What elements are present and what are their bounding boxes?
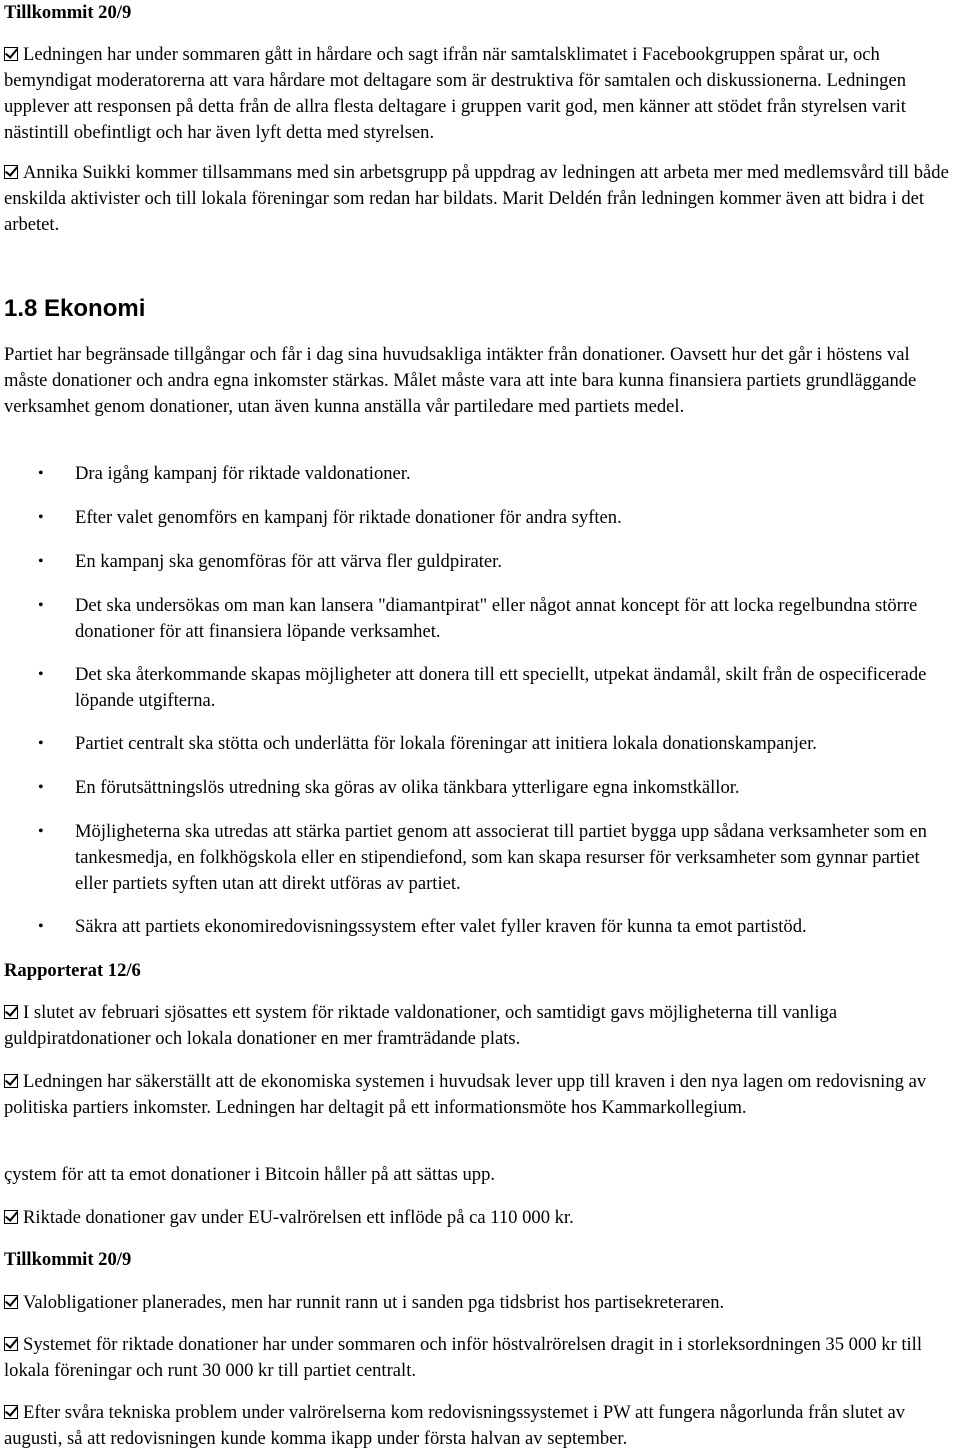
paragraph-text: Valobligationer planerades, men har runnit rann ut i sanden pga tidsbrist hos partisekreteraren. (23, 1292, 725, 1313)
paragraph-facebook-moderation (4, 42, 956, 146)
bullet-icon: • (38, 779, 44, 796)
list-item: • Det ska undersökas om man kan lansera "diamantpirat" eller något annat koncept för att locka regelbundna större donationer för att finansiera löpande verksamhet. (38, 595, 918, 642)
paragraph-redovisningssystem-pw (4, 1400, 956, 1452)
paragraph-bitcoin: çystem för att ta emot donationer i Bitcoin håller på att sättas upp. (4, 1164, 496, 1185)
paragraph-ekonomi-intro: Partiet har begränsade tillgångar och får i dag sina huvudsakliga intäkter från donationer. Oavsett hur det går i höstens val måste donationer och andra egna inkomster stärkas. Målet måste vara att inte bara kunna finansiera partiets grundläggande verksamhet genom donationer, utan även kunna anställa vår partiledare med partiets medel. (4, 344, 917, 417)
bullet-icon: • (38, 509, 44, 526)
checkbox-checked-icon (4, 47, 18, 61)
paragraph-valdonationer (4, 1000, 956, 1052)
bullet-icon: • (38, 597, 44, 614)
paragraph-eu-valrorelsen (4, 1205, 956, 1231)
checkbox-checked-icon (4, 1074, 18, 1088)
paragraph-text: Riktade donationer gav under EU-valrörelsen ett inflöde på ca 110 000 kr. (23, 1207, 574, 1228)
checkbox-checked-icon (4, 1005, 18, 1019)
list-item: • Partiet centralt ska stötta och underlätta för lokala föreningar att initiera lokala donationskampanjer. (75, 731, 952, 757)
paragraph-text: Ledningen har under sommaren gått in hårdare och sagt ifrån när samtalsklimatet i Facebookgruppen spårat ur, och bemyndigat moderatorerna att vara hårdare mot deltagare som är destruktiva för samtalen och diskussionerna. Ledningen upplever att responsen på detta från de allra flesta deltagare i gruppen varit god, men känner att stödet från styrelsen varit nästintill obefintligt och har även lyft detta med styrelsen. (4, 44, 906, 143)
checkbox-checked-icon (4, 1337, 18, 1351)
paragraph-medlemsvard (4, 160, 956, 238)
paragraph-text: Annika Suikki kommer tillsammans med sin arbetsgrupp på uppdrag av ledningen att arbeta mer med medlemsvård till både enskilda aktivister och till lokala föreningar som redan har bildats. Marit Deldén från ledningen kommer även att bidra i det arbetet. (4, 162, 949, 235)
list-item: • En kampanj ska genomföras för att värva fler guldpirater. (75, 549, 952, 575)
paragraph-riktade-donationer (4, 1332, 956, 1384)
heading-rapporterat: Rapporterat 12/6 (4, 960, 141, 981)
list-item: • Efter valet genomförs en kampanj för riktade donationer för andra syften. (75, 505, 952, 531)
list-item: • Möjligheterna ska utredas att stärka partiet genom att associerat till partiet bygga upp sådana verksamheter som en tankesmedja, en folkhögskola eller en stipendiefond, som kan skapa resurser för verksamheter som gynnar partiet eller partiets syften utan att direkt utföras av partiet. (38, 821, 927, 894)
list-item: • Säkra att partiets ekonomiredovisningssystem efter valet fyller kraven för kunna ta emot partistöd. (75, 914, 952, 940)
bullet-icon: • (38, 553, 44, 570)
list-item: • Dra igång kampanj för riktade valdonationer. (75, 461, 952, 487)
bullet-icon: • (38, 735, 44, 752)
paragraph-valobligationer (4, 1290, 956, 1316)
bullet-icon: • (38, 823, 44, 840)
paragraph-redovisning-lag (4, 1069, 956, 1121)
checkbox-checked-icon (4, 1295, 18, 1309)
section-title-ekonomi: 1.8 Ekonomi (4, 295, 146, 322)
list-item: • En förutsättningslös utredning ska göras av olika tänkbara ytterligare egna inkomstkällor. (75, 775, 952, 801)
checkbox-checked-icon (4, 1210, 18, 1224)
bullet-icon: • (38, 666, 44, 683)
paragraph-text: I slutet av februari sjösattes ett system för riktade valdonationer, och samtidigt gavs möjligheterna till vanliga guldpiratdonationer och lokala donationer en mer framträdande plats. (4, 1002, 838, 1049)
paragraph-text: Ledningen har säkerställt att de ekonomiska systemen i huvudsak lever upp till kraven i den nya lagen om redovisning av politiska partiers inkomster. Ledningen har deltagit på ett informationsmöte hos Kammarkollegium. (4, 1071, 927, 1118)
list-item: • Det ska återkommande skapas möjligheter att donera till ett speciellt, utpekat ändamål, skilt från de ospecificerade löpande utgifterna. (38, 664, 927, 711)
bullet-icon: • (38, 918, 44, 935)
checkbox-checked-icon (4, 1405, 18, 1419)
paragraph-text: Efter svåra tekniska problem under valrörelserna kom redovisningssystemet i PW att fungera någorlunda från slutet av augusti, så att redovisningen kunde komma ikapp under första halvan av september. (4, 1402, 906, 1449)
paragraph-text: Systemet för riktade donationer har under sommaren och inför höstvalrörelsen dragit in i storleksordningen 35 000 kr till lokala föreningar och runt 30 000 kr till partiet centralt. (4, 1334, 923, 1381)
checkbox-checked-icon (4, 165, 18, 179)
heading-tillkommit-bottom: Tillkommit 20/9 (4, 1249, 132, 1270)
heading-tillkommit-top: Tillkommit 20/9 (4, 2, 132, 23)
bullet-icon: • (38, 465, 44, 482)
